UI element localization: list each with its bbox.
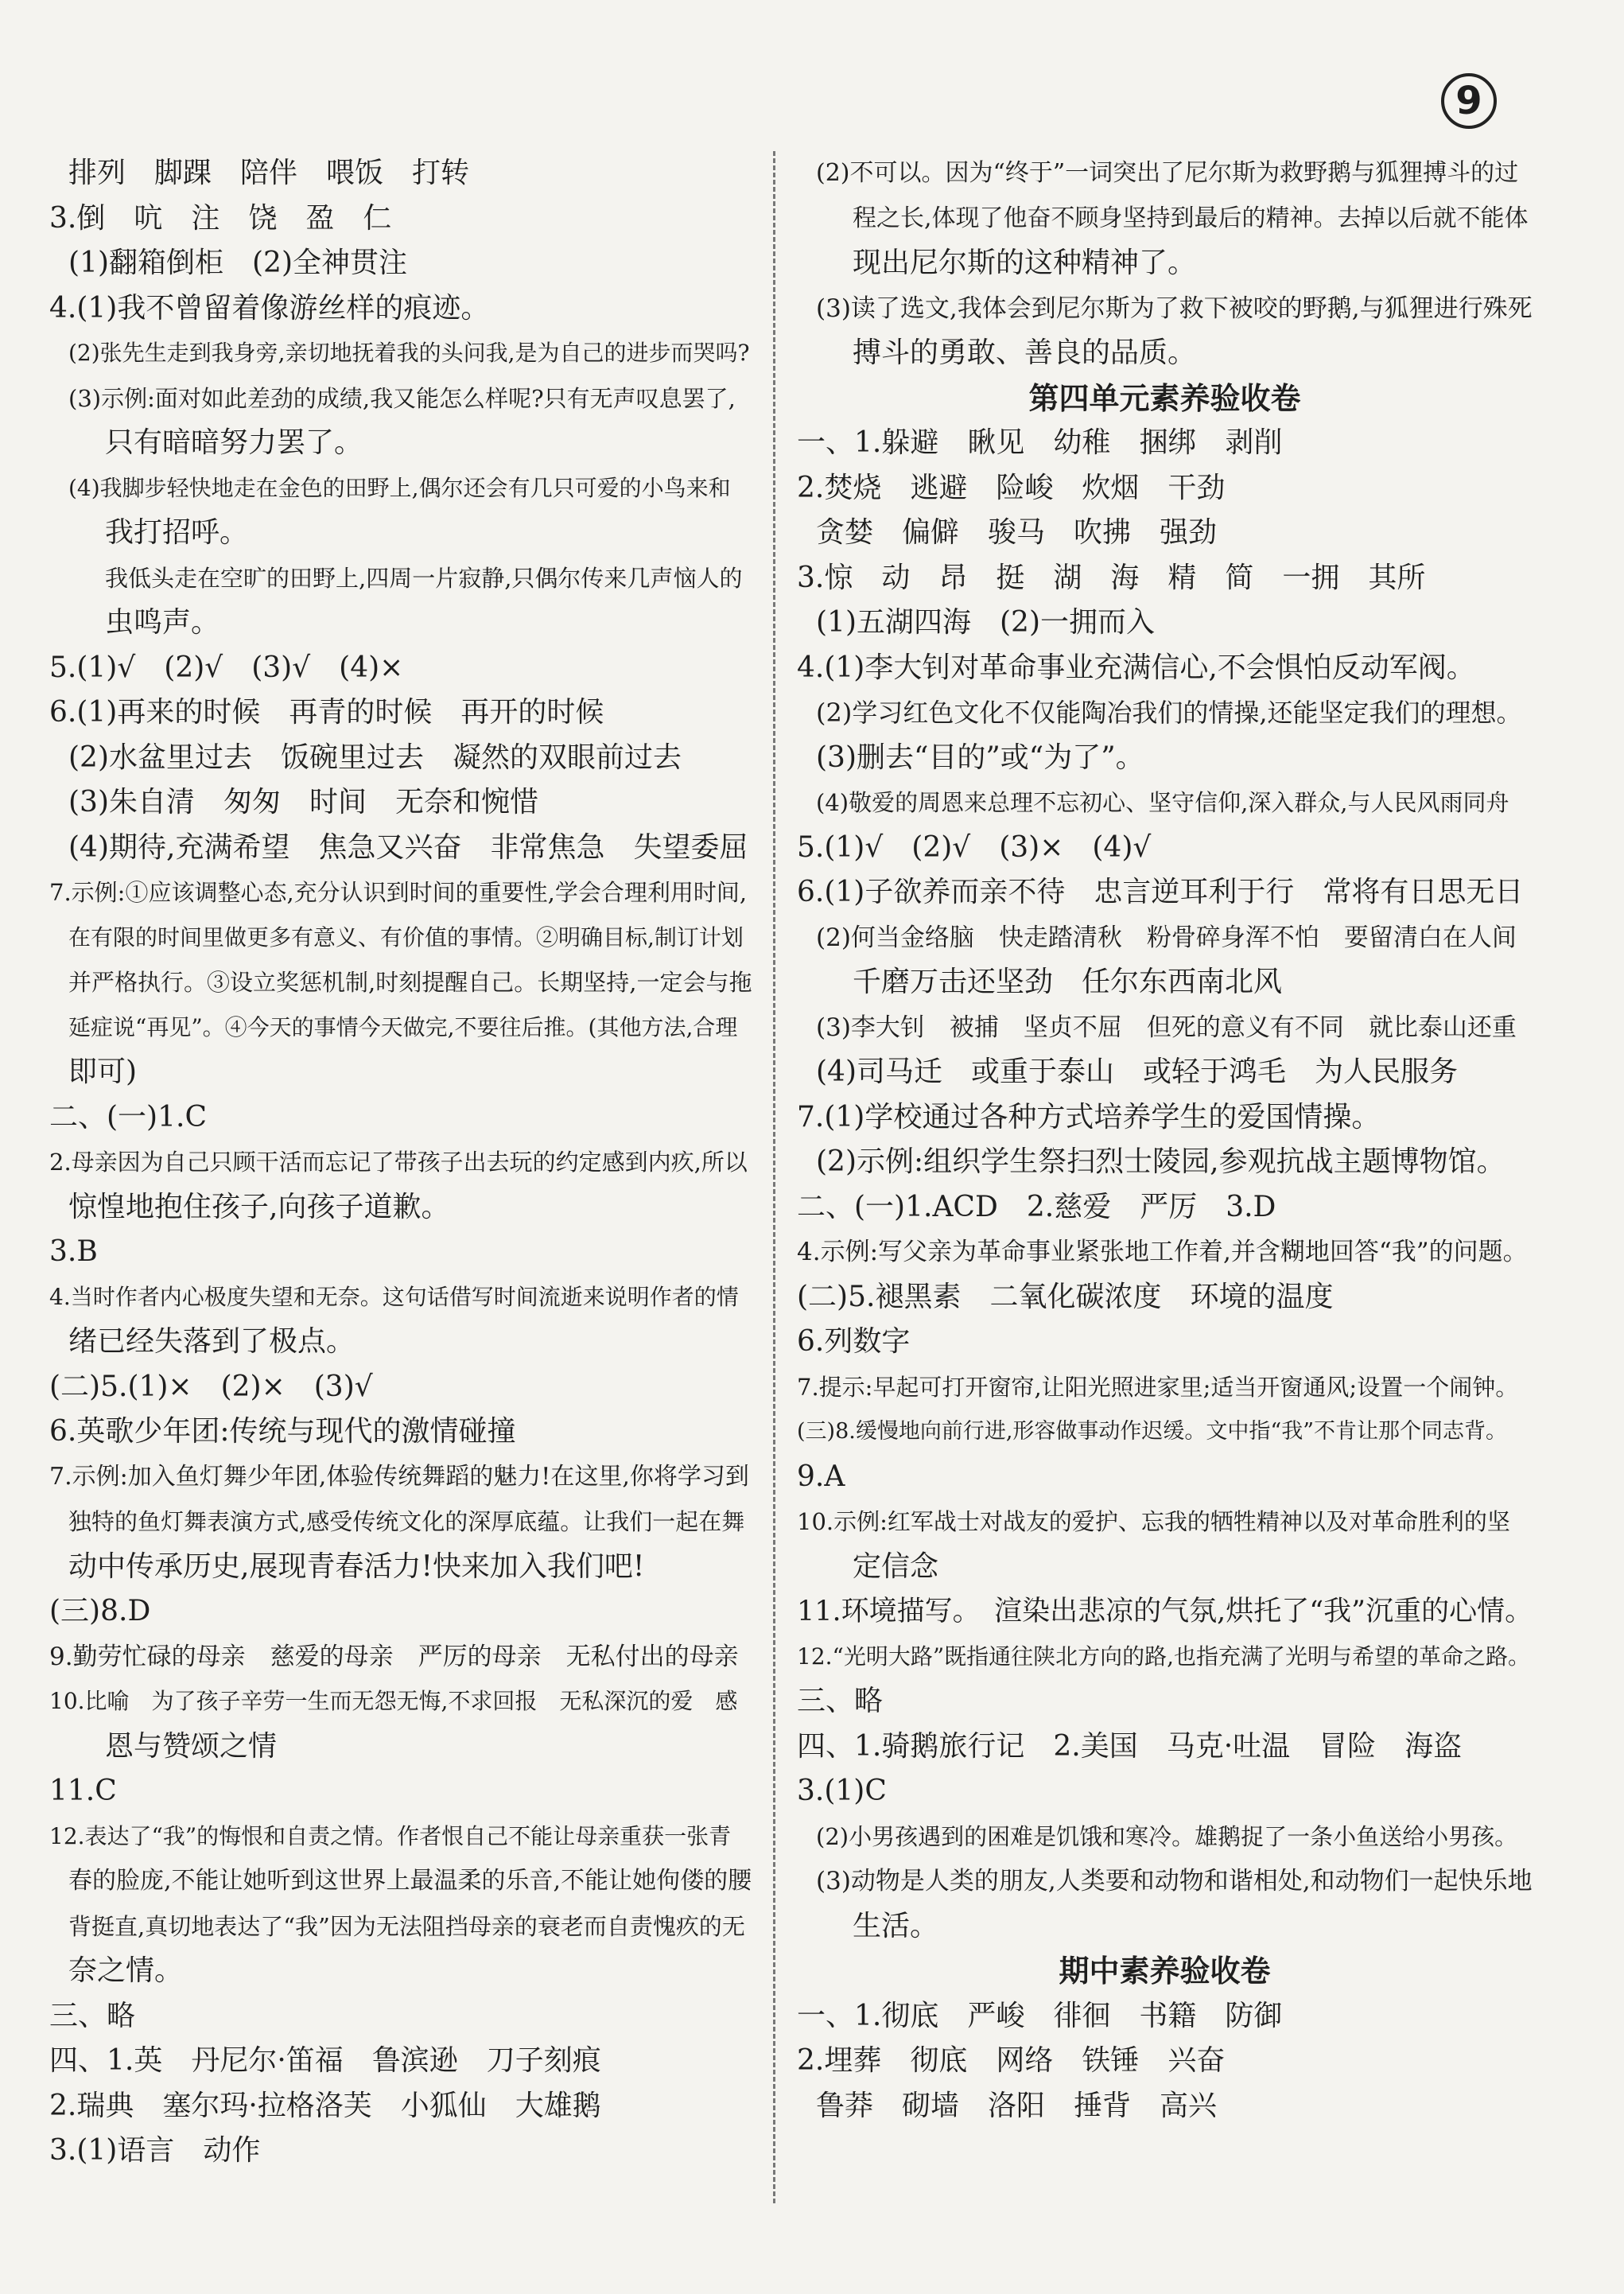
answer-line: 排列 脚踝 陪伴 喂饭 打转: [68, 157, 470, 189]
answer-line: 二、(一)1.ACD 2.慈爱 严厉 3.D: [797, 1190, 1276, 1223]
answer-line: 2.埋葬 彻底 网络 铁锤 兴奋: [797, 2044, 1226, 2077]
section-title: 第四单元素养验收卷: [1028, 380, 1301, 416]
answer-line: (3)朱自清 匆匆 时间 无奈和惋惜: [68, 786, 538, 818]
answer-line: 二、(一)1.C: [49, 1100, 207, 1133]
section-title: 期中素养验收卷: [1059, 1954, 1271, 1989]
answer-line: 4.(1)我不曾留着像游丝样的痕迹。: [49, 291, 490, 325]
answer-line: 12.表达了“我”的悔恨和自责之情。作者恨自己不能让母亲重获一张青: [49, 1822, 732, 1849]
answer-line: 3.B: [49, 1235, 98, 1268]
answer-line: (2)学习红色文化不仅能陶冶我们的情操,还能坚定我们的理想。: [816, 698, 1522, 728]
answer-line: 6.(1)子欲养而亲不待 忠言逆耳利于行 常将有日思无日: [797, 876, 1524, 908]
answer-line: 现出尼尔斯的这种精神了。: [853, 247, 1197, 279]
answer-line: 千磨万击还坚劲 任尔东西南北风: [853, 966, 1283, 998]
answer-line: (4)敬爱的周恩来总理不忘初心、坚守信仰,深入群众,与人民风雨同舟: [816, 789, 1509, 816]
answer-line: 6.列数字: [797, 1325, 911, 1358]
answer-line: 4.(1)李大钊对革命事业充满信心,不会惧怕反动军阀。: [797, 651, 1475, 684]
answer-line: (3)李大钊 被捕 坚贞不屈 但死的意义有不同 就比泰山还重: [816, 1013, 1517, 1042]
answer-line: (二)5.(1)× (2)× (3)√: [49, 1370, 373, 1403]
answer-line: 10.比喻 为了孩子辛劳一生而无怨无悔,不求回报 无私深沉的爱 感: [49, 1688, 738, 1714]
answer-line: 动中传承历史,展现青春活力!快来加入我们吧!: [68, 1549, 645, 1583]
answer-line: (4)司马迁 或重于泰山 或轻于鸿毛 为人民服务: [816, 1056, 1458, 1088]
answer-line: (三)8.缓慢地向前行进,形容做事动作迟缓。文中指“我”不肯让那个同志背。: [797, 1419, 1508, 1444]
answer-line: 3.(1)C: [797, 1775, 887, 1807]
answer-line: (2)何当金络脑 快走踏清秋 粉骨碎身浑不怕 要留清白在人间: [816, 923, 1517, 952]
answer-line: 生活。: [853, 1909, 939, 1942]
answer-line: 3.惊 动 昂 挺 湖 海 精 简 一拥 其所: [797, 561, 1426, 594]
answer-line: (2)不可以。因为“终于”一词突出了尼尔斯为救野鹅与狐狸搏斗的过: [816, 159, 1519, 187]
answer-line: 即可): [68, 1056, 138, 1088]
page-number-badge: 9: [1441, 73, 1497, 129]
answer-line: (4)期待,充满希望 焦急又兴奋 非常焦急 失望委屈: [68, 830, 748, 864]
answer-line: 独特的鱼灯舞表演方式,感受传统文化的深厚底蕴。让我们一起在舞: [68, 1508, 745, 1535]
answer-line: 6.英歌少年团:传统与现代的激情碰撞: [49, 1415, 516, 1448]
answer-line: 四、1.骑鹅旅行记 2.美国 马克·吐温 冒险 海盗: [797, 1729, 1463, 1763]
answer-line: 4.当时作者内心极度失望和无奈。这句话借写时间流逝来说明作者的情: [49, 1283, 739, 1310]
answer-line: 我低头走在空旷的田野上,四周一片寂静,只偶尔传来几声恼人的: [105, 564, 743, 592]
answer-line: 一、1.彻底 严峻 徘徊 书籍 防御: [797, 1999, 1283, 2032]
left-answer-column: [49, 151, 753, 2174]
answer-line: 并严格执行。③设立奖惩机制,时刻提醒自己。长期坚持,一定会与拖: [68, 969, 752, 996]
answer-line: 背挺直,真切地表达了“我”因为无法阻挡母亲的衰老而自责愧疚的无: [68, 1912, 745, 1940]
answer-line: (3)删去“目的”或“为了”。: [816, 741, 1144, 774]
answer-line: 延症说“再见”。④今天的事情今天做完,不要往后推。(其他方法,合理: [68, 1013, 738, 1040]
answer-line: 我打招呼。: [105, 516, 249, 549]
answer-line: 春的脸庞,不能让她听到这世界上最温柔的乐音,不能让她佝偻的腰: [68, 1867, 752, 1895]
answer-line: 11.C: [49, 1775, 117, 1807]
answer-line: 虫鸣声。: [105, 606, 220, 639]
column-divider: [773, 151, 775, 2203]
answer-line: 12.“光明大路”既指通往陕北方向的路,也指充满了光明与希望的革命之路。: [797, 1643, 1531, 1670]
answer-line: 一、1.躲避 瞅见 幼稚 捆绑 剥削: [797, 426, 1283, 459]
answer-line: 贪婪 偏僻 骏马 吹拂 强劲: [816, 516, 1218, 549]
answer-line: 定信念: [853, 1549, 939, 1583]
answer-line: 5.(1)√ (2)√ (3)√ (4)×: [49, 651, 404, 684]
answer-line: 7.提示:早起可打开窗帘,让阳光照进家里;适当开窗通风;设置一个闹钟。: [797, 1373, 1519, 1401]
answer-line: (2)水盆里过去 饭碗里过去 凝然的双眼前过去: [68, 741, 682, 774]
answer-line: 2.焚烧 逃避 险峻 炊烟 干劲: [797, 471, 1226, 504]
answer-line: 9.A: [797, 1460, 845, 1493]
answer-line: 11.环境描写。 渲染出悲凉的气氛,烘托了“我”沉重的心情。: [797, 1596, 1533, 1627]
answer-line: (1)五湖四海 (2)一拥而入: [816, 606, 1155, 639]
answer-line: 4.示例:写父亲为革命事业紧张地工作着,并含糊地回答“我”的问题。: [797, 1238, 1528, 1266]
answer-line: 7.示例:①应该调整心态,充分认识到时间的重要性,学会合理利用时间,: [49, 879, 748, 906]
answer-line: 只有暗暗努力罢了。: [105, 426, 363, 459]
answer-line: 5.(1)√ (2)√ (3)× (4)√: [797, 830, 1152, 864]
answer-line: 7.示例:加入鱼灯舞少年团,体验传统舞蹈的魅力!在这里,你将学习到: [49, 1462, 749, 1491]
answer-line: 3.倒 吭 注 饶 盈 仁: [49, 201, 392, 235]
answer-line: (4)我脚步轻快地走在金色的田野上,偶尔还会有几只可爱的小鸟来和: [68, 474, 731, 501]
answer-line: (3)示例:面对如此差劲的成绩,我又能怎么样呢?只有无声叹息罢了,: [68, 384, 736, 412]
answer-line: (二)5.褪黑素 二氧化碳浓度 环境的温度: [797, 1280, 1334, 1313]
answer-line: (3)动物是人类的朋友,人类要和动物和谐相处,和动物们一起快乐地: [816, 1867, 1533, 1895]
answer-line: 6.(1)再来的时候 再青的时候 再开的时候: [49, 696, 604, 729]
answer-line: 三、略: [797, 1685, 884, 1717]
answer-line: 四、1.英 丹尼尔·笛福 鲁滨逊 刀子刻痕: [49, 2044, 601, 2077]
answer-line: 2.母亲因为自己只顾干活而忘记了带孩子出去玩的约定感到内疚,所以: [49, 1149, 748, 1176]
answer-line: (2)示例:组织学生祭扫烈士陵园,参观抗战主题博物馆。: [816, 1145, 1506, 1178]
answer-line: (2)小男孩遇到的困难是饥饿和寒冷。雄鹅捉了一条小鱼送给小男孩。: [816, 1822, 1518, 1850]
answer-line: 2.瑞典 塞尔玛·拉格洛芙 小狐仙 大雄鹅: [49, 2089, 601, 2122]
answer-line: 程之长,体现了他奋不顾身坚持到最后的精神。去掉以后就不能体: [853, 204, 1529, 232]
answer-line: 三、略: [49, 1999, 136, 2032]
answer-line: 鲁莽 砌墙 洛阳 捶背 高兴: [816, 2089, 1218, 2122]
answer-line: 绪已经失落到了极点。: [68, 1325, 355, 1358]
answer-line: (2)张先生走到我身旁,亲切地抚着我的头问我,是为自己的进步而哭吗?: [68, 340, 750, 366]
answer-line: 10.示例:红军战士对战友的爱护、忘我的牺牲精神以及对革命胜利的坚: [797, 1508, 1510, 1535]
answer-line: 7.(1)学校通过各种方式培养学生的爱国情操。: [797, 1100, 1381, 1133]
answer-line: (三)8.D: [49, 1595, 151, 1627]
right-answer-column: [797, 151, 1533, 2129]
answer-line: 惊惶地抱住孩子,向孩子道歉。: [68, 1190, 450, 1223]
answer-line: 搏斗的勇敢、善良的品质。: [853, 336, 1197, 369]
answer-line: (1)翻箱倒柜 (2)全神贯注: [68, 247, 407, 279]
answer-line: 在有限的时间里做更多有意义、有价值的事情。②明确目标,制订计划: [68, 923, 744, 951]
answer-line: 恩与赞颂之情: [105, 1729, 278, 1763]
answer-line: 9.勤劳忙碌的母亲 慈爱的母亲 严厉的母亲 无私付出的母亲: [49, 1642, 739, 1671]
answer-line: 3.(1)语言 动作: [49, 2134, 261, 2167]
answer-line: (3)读了选文,我体会到尼尔斯为了救下被咬的野鹅,与狐狸进行殊死: [816, 294, 1533, 323]
answer-line: 奈之情。: [68, 1954, 184, 1987]
